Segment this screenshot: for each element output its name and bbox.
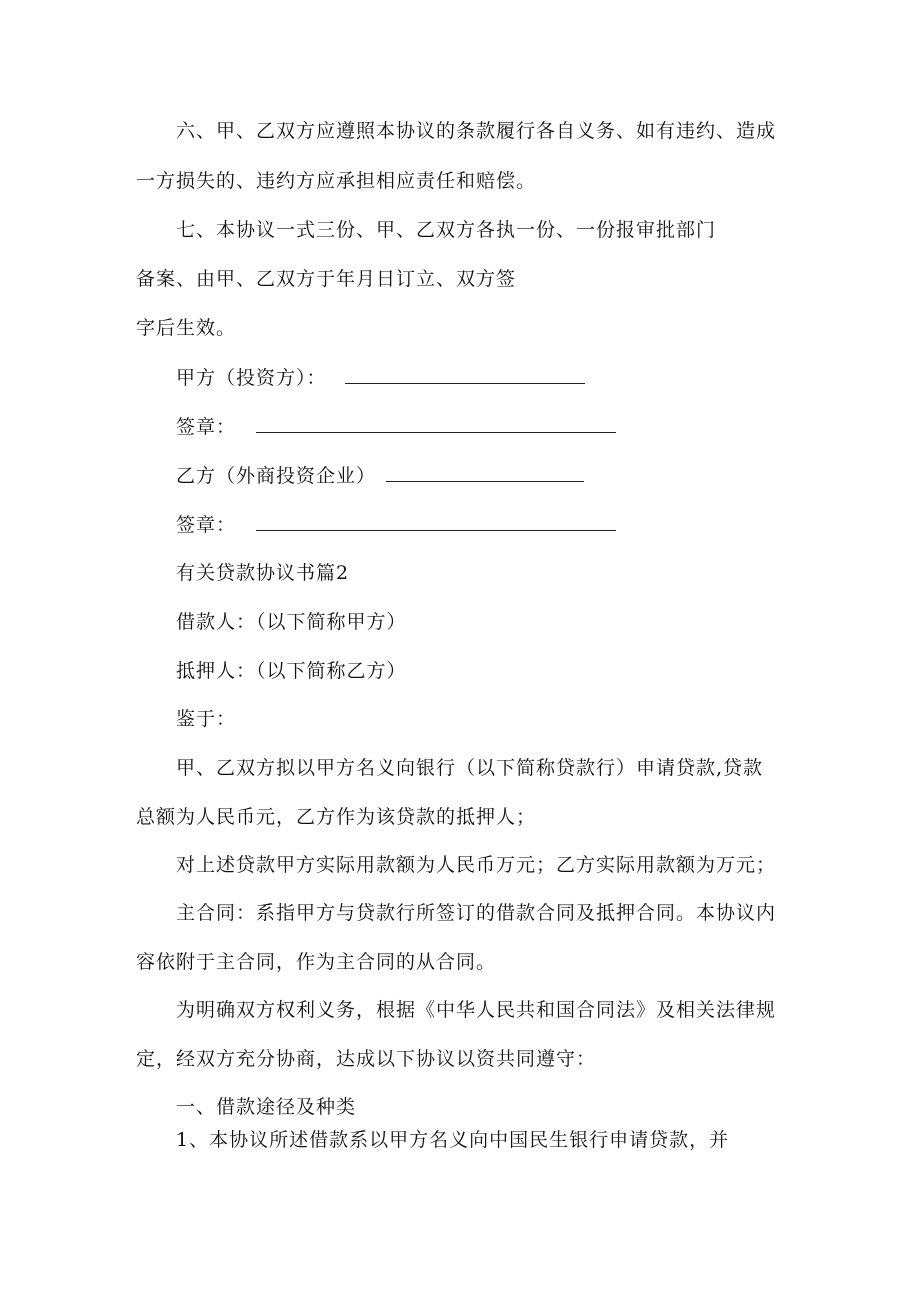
section-title: 有关贷款协议书篇2 — [176, 562, 350, 584]
recital-2-line-1: 对上述贷款甲方实际用款额为人民币万元；乙方实际用款额为万元； — [176, 854, 777, 876]
paragraph-7-line-3: 字后生效。 — [136, 317, 237, 339]
seal-row-2 — [176, 513, 616, 537]
party-b-signature-row — [176, 464, 584, 488]
paragraph-7-line-1: 七、本协议一式三份、甲、乙双方各执一份、一份报审批部门 — [176, 219, 717, 241]
party-a-signature-row — [176, 366, 585, 390]
seal-blank-1 — [256, 416, 616, 433]
paragraph-6-line-2: 一方损失的、违约方应承担相应责任和赔偿。 — [136, 170, 537, 192]
mortgagor-line: 抵押人：（以下简称乙方） — [176, 660, 407, 682]
recital-1-line-2: 总额为人民币元，乙方作为该贷款的抵押人； — [136, 806, 537, 828]
recital-1-line-1: 甲、乙双方拟以甲方名义向银行（以下简称贷款行）申请贷款,贷款 — [176, 757, 764, 779]
seal-label-1: 签章： — [176, 416, 237, 438]
paragraph-7-line-2: 备案、由甲、乙双方于年月日订立、双方签 — [136, 268, 517, 290]
paragraph-6-line-1: 六、甲、乙双方应遵照本协议的条款履行各自义务、如有违约、造成 — [176, 120, 777, 142]
clause-1-item-1: 1、本协议所述借款系以甲方名义向中国民生银行申请贷款，并 — [176, 1129, 730, 1151]
recital-3-line-1: 主合同：系指甲方与贷款行所签订的借款合同及抵押合同。本协议内 — [176, 902, 777, 924]
recital-4-line-1: 为明确双方权利义务，根据《中华人民共和国合同法》及相关法律规 — [176, 999, 777, 1021]
recital-4-line-2: 定，经双方充分协商，达成以下协议以资共同遵守： — [136, 1048, 597, 1070]
seal-label-2: 签章： — [176, 514, 237, 536]
party-b-label: 乙方（外商投资企业） — [176, 465, 377, 487]
whereas-line: 鉴于： — [176, 708, 237, 730]
party-b-signature-blank — [386, 465, 584, 482]
seal-row-1 — [176, 415, 616, 439]
party-a-signature-blank — [345, 367, 585, 384]
seal-blank-2 — [256, 514, 616, 531]
clause-1-title: 一、借款途径及种类 — [176, 1096, 357, 1118]
party-a-label: 甲方（投资方）： — [176, 367, 327, 389]
borrower-line: 借款人：（以下简称甲方） — [176, 611, 407, 633]
recital-3-line-2: 容依附于主合同，作为主合同的从合同。 — [136, 951, 497, 973]
